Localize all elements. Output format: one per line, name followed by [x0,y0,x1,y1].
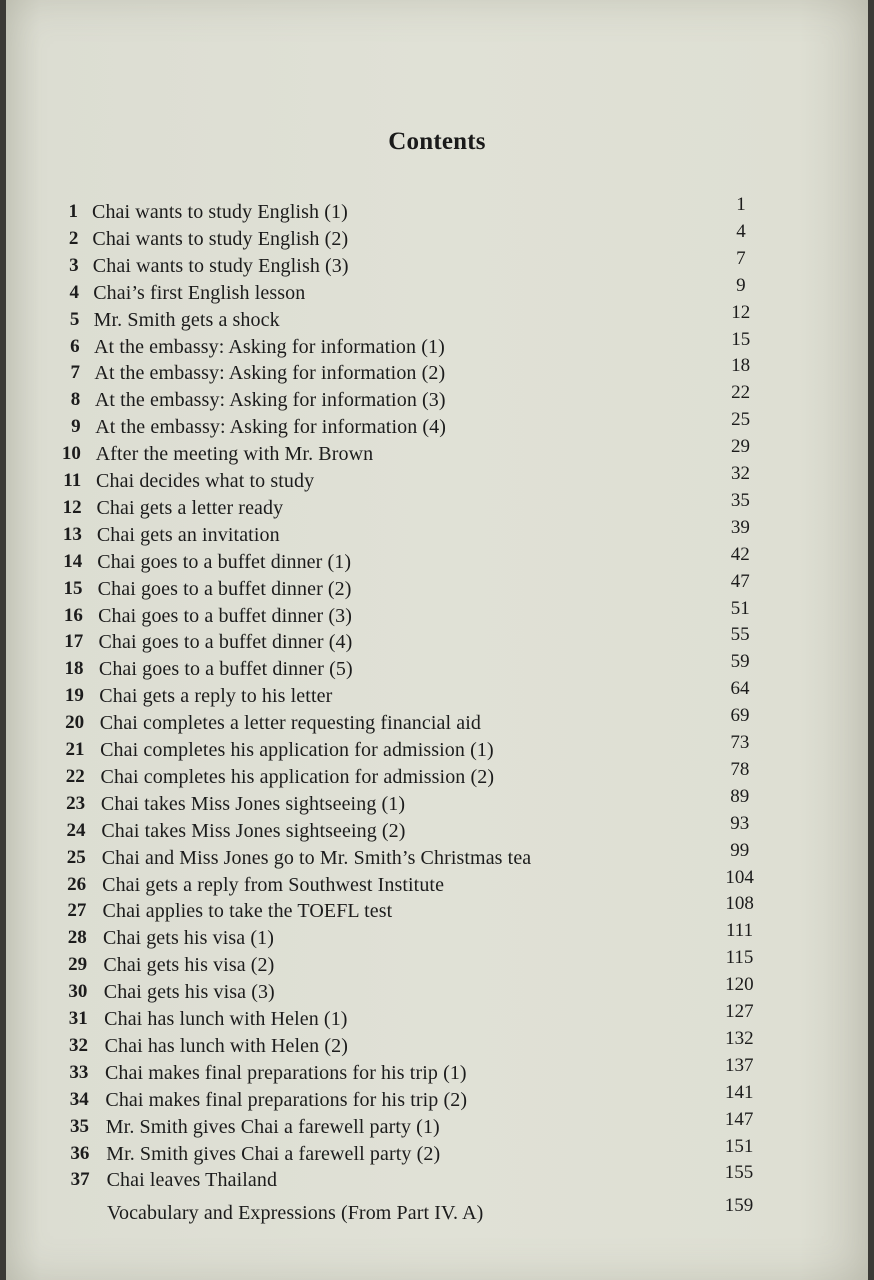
chapter-title: After the meeting with Mr. Brown [95,443,374,466]
toc-entry [6,758,806,790]
chapter-title: Chai takes Miss Jones sightseeing (1) [100,792,406,815]
chapter-number: 19 [64,685,84,707]
chapter-title: Chai completes his application for admission (2) [100,765,495,788]
page-number: 15 [731,328,751,350]
page-number: 4 [736,220,746,242]
book-page [6,0,868,1280]
chapter-number: 8 [70,389,81,411]
chapter-title: Chai gets his visa (2) [103,954,275,977]
chapter-title: Chai takes Miss Jones sightseeing (2) [101,819,406,842]
chapter-number: 12 [62,496,82,518]
toc-entry [6,570,806,602]
toc-entry [6,597,806,629]
page-number: 51 [730,597,750,619]
chapter-title: Chai goes to a buffet dinner (1) [97,550,352,573]
toc-entry [6,543,806,575]
toc-entry [6,382,806,413]
page-number: 22 [731,382,751,404]
toc-entry [6,866,806,898]
toc-entry [6,678,806,709]
toc-entry [6,1195,806,1226]
chapter-number: 34 [69,1088,89,1110]
page-number: 159 [724,1195,754,1217]
toc-entry [6,1081,806,1113]
chapter-title: Chai wants to study English (1) [92,201,348,223]
chapter-number: 16 [63,604,83,626]
page-number: 120 [725,974,754,996]
chapter-title: At the embassy: Asking for information (2) [94,362,446,385]
page-number: 141 [724,1081,754,1103]
chapter-title: Mr. Smith gives Chai a farewell party (1) [105,1115,440,1138]
toc-entry [6,785,806,817]
toc-entry [6,274,806,306]
chapter-number: 1 [68,201,78,222]
chapter-number: 37 [70,1169,90,1191]
chapter-title: Vocabulary and Expressions (From Part IV. A) [107,1202,484,1225]
page-number: 69 [730,705,750,727]
chapter-number: 24 [66,819,86,841]
page-number: 108 [725,893,754,915]
chapter-number: 30 [68,981,88,1003]
chapter-title: Chai goes to a buffet dinner (5) [98,658,353,681]
toc-entry [6,893,806,924]
toc-entry [6,920,806,951]
toc-entry [6,1054,806,1086]
toc-entry [6,194,806,225]
page-number: 93 [730,812,750,834]
toc-entry [6,732,806,763]
toc-entry [6,516,806,548]
chapter-title: At the embassy: Asking for information (4) [95,416,447,439]
chapter-number: 26 [67,873,87,895]
chapter-number: 13 [62,523,82,545]
chapter-title: Chai decides what to study [96,470,315,492]
chapter-title: Chai gets a reply to his letter [99,685,333,708]
chapter-number: 5 [69,308,80,330]
chapter-title: Chai applies to take the TOEFL test [102,900,393,923]
toc-entry [6,220,806,252]
chapter-title: Chai goes to a buffet dinner (2) [97,577,352,600]
chapter-title: Chai goes to a buffet dinner (3) [98,604,352,627]
toc-entry [6,1108,806,1140]
chapter-title: Chai leaves Thailand [106,1169,278,1192]
chapter-number: 7 [70,362,80,384]
chapter-number: 21 [65,739,85,760]
page-number: 111 [725,920,754,942]
page-number: 12 [731,301,751,323]
page-number: 115 [725,947,754,969]
page-number: 147 [724,1108,754,1130]
page-number: 73 [730,732,750,753]
page-number: 78 [730,758,750,780]
toc-entry [6,1162,806,1193]
chapter-title: Chai completes a letter requesting financial aid [99,712,482,735]
page-number: 132 [725,1027,754,1049]
chapter-number: 6 [70,335,80,357]
chapter-number: 31 [68,1008,88,1029]
page-number: 104 [725,866,754,888]
chapter-title: Chai makes final preparations for his trip (2) [105,1088,468,1111]
toc-entry [6,301,806,333]
toc-entry [6,812,806,844]
chapter-number: 35 [70,1115,90,1137]
chapter-number: 36 [70,1142,90,1164]
toc-entry [6,436,806,467]
chapter-number: 22 [65,765,85,787]
page-number: 1 [736,194,746,215]
page-number: 9 [736,274,746,296]
page-title: Contents [388,128,486,155]
page-number: 35 [730,489,750,511]
chapter-title: Chai and Miss Jones go to Mr. Smith’s Christmas tea [101,846,532,869]
toc-entry [6,705,806,736]
toc-entry [6,839,806,871]
page-number: 47 [730,570,750,592]
page-number: 32 [730,463,750,484]
toc-entry [6,1135,806,1167]
page-number: 89 [730,785,750,807]
chapter-number: 33 [69,1061,89,1083]
toc-entry [6,328,806,360]
chapter-title: Mr. Smith gets a shock [93,308,280,331]
toc-entry [6,624,806,655]
chapter-title: Chai completes his application for admission (1) [100,739,494,761]
chapter-title: Chai goes to a buffet dinner (4) [98,631,353,654]
chapter-number: 15 [63,577,83,599]
page-number: 39 [730,516,750,538]
page-number: 18 [731,355,751,377]
toc-entry [6,247,806,279]
chapter-number: 29 [68,954,88,976]
chapter-title: At the embassy: Asking for information (3) [94,389,446,412]
chapter-title: Chai has lunch with Helen (2) [104,1034,348,1057]
toc-entry [6,409,806,440]
page-number: 64 [730,678,750,700]
chapter-number: 14 [63,550,83,572]
page-number: 55 [730,624,750,646]
page-number: 59 [730,651,750,673]
toc-entry [6,1027,806,1059]
chapter-number: 9 [71,416,81,438]
toc-entry [6,355,806,386]
chapter-number: 20 [65,712,85,734]
chapter-title: Chai gets his visa (1) [102,927,275,950]
chapter-number: 4 [69,281,79,303]
page-number: 25 [731,409,751,431]
chapter-number: 11 [63,470,82,491]
chapter-number: 17 [64,631,84,653]
toc-entry [6,463,806,494]
page-number: 151 [724,1135,754,1157]
page-number: 7 [736,247,746,269]
page-number: 42 [730,543,750,565]
page-number: 137 [725,1054,754,1076]
chapter-title: Chai gets a reply from Southwest Institute [102,873,445,896]
chapter-number: 28 [67,927,87,949]
chapter-number: 25 [66,846,86,868]
toc-entry [6,489,806,521]
chapter-title: Chai has lunch with Helen (1) [104,1008,348,1030]
toc-entry [6,947,806,978]
chapter-number: 2 [68,227,79,249]
chapter-title: Chai wants to study English (3) [92,254,349,277]
chapter-number: 10 [61,443,81,465]
chapter-title: Chai gets an invitation [96,523,280,546]
chapter-title: Chai’s first English lesson [93,281,306,304]
chapter-title: Chai gets a letter ready [96,496,284,519]
chapter-number: 27 [67,900,87,922]
page-number: 155 [724,1162,754,1184]
page-number: 29 [731,436,750,458]
chapter-title: Mr. Smith gives Chai a farewell party (2) [106,1142,441,1165]
toc-entry [6,1001,806,1032]
chapter-number: 23 [66,792,86,814]
chapter-title: At the embassy: Asking for information (1) [94,335,445,358]
chapter-title: Chai gets his visa (3) [103,981,275,1004]
toc-entry [6,974,806,1005]
page-number: 127 [725,1001,754,1022]
chapter-title: Chai makes final preparations for his trip (1) [104,1061,467,1084]
chapter-number: 3 [69,254,79,276]
chapter-number: 18 [64,658,84,680]
chapter-number: 32 [69,1034,89,1056]
page-number: 99 [730,839,750,861]
chapter-title: Chai wants to study English (2) [92,227,349,250]
toc-entry [6,651,806,682]
